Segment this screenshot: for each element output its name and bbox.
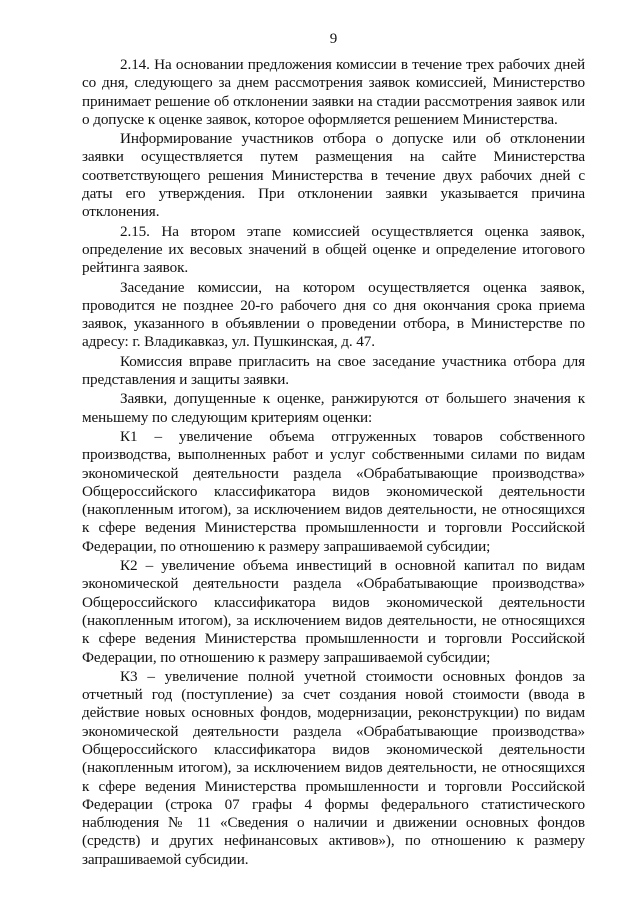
paragraph-ranking: Заявки, допущенные к оценке, ранжируются от большего значения к меньшему по следующим критериям оценки:	[82, 390, 585, 426]
paragraph-criterion-k2: К2 – увеличение объема инвестиций в основной капитал по видам экономической деятельности раздела «Обрабатывающие производства» Общероссийского классификатора видов экономической деятельности (накопленным итогом), за исключением видов деятельности, не относящихся к сфере ведения Министерства промышленности и торговли Российской Федерации, по отношению к размеру запрашиваемой субсидии;	[82, 557, 585, 666]
paragraph-criterion-k3: К3 – увеличение полной учетной стоимости основных фондов за отчетный год (поступление) за счет создания новой стоимости (ввода в действие новых основных фондов, модернизации, реконструкции) по видам экономической деятельности раздела «Обрабатывающие производства» Общероссийского классификатора видов экономической деятельности (накопленным итогом), за исключением видов деятельности, не относящихся к сфере ведения Министерства промышленности и торговли Российской Федерации (строка 07 графы 4 формы федерального статистического наблюдения № 11 «Сведения о наличии и движении основных фондов (средств) и других нефинансовых активов»), по отношению к размеру запрашиваемой субсидии.	[82, 667, 585, 868]
paragraph-criterion-k1: К1 – увеличение объема отгруженных товаров собственного производства, выполненных работ и услуг собственными силами по видам экономической деятельности раздела «Обрабатывающие производства» Общероссийского классификатора видов экономической деятельности (накопленным итогом), за исключением видов деятельности, не относящихся к сфере ведения Министерства промышленности и торговли Российской Федерации, по отношению к размеру запрашиваемой субсидии;	[82, 427, 585, 555]
paragraph-2-15: 2.15. На втором этапе комиссией осуществляется оценка заявок, определение их весовых значений в общей оценке и определение итогового рейтинга заявок.	[82, 222, 585, 277]
paragraph-2-14: 2.14. На основании предложения комиссии в течение трех рабочих дней со дня, следующего за днем рассмотрения заявок комиссией, Министерство принимает решение об отклонении заявки на стадии рассмотрения заявок или о допуске к оценке заявок, которое оформляется решением Министерства.	[82, 56, 585, 128]
paragraph-informing: Информирование участников отбора о допуске или об отклонении заявки осуществляется путем размещения на сайте Министерства соответствующего решения Министерства в течение двух рабочих дней с даты его утверждения. При отклонении заявки указывается причина отклонения.	[82, 130, 585, 221]
page-number: 9	[329, 31, 338, 47]
paragraph-invitation: Комиссия вправе пригласить на свое заседание участника отбора для представления и защиты заявки.	[82, 352, 585, 389]
paragraph-meeting: Заседание комиссии, на котором осуществляется оценка заявок, проводится не позднее 20-го рабочего дня со дня окончания срока приема заявок, указанного в объявлении о проведении отбора, в Министерстве по адресу: г. Владикавказ, ул. Пушкинская, д. 47.	[82, 278, 585, 351]
